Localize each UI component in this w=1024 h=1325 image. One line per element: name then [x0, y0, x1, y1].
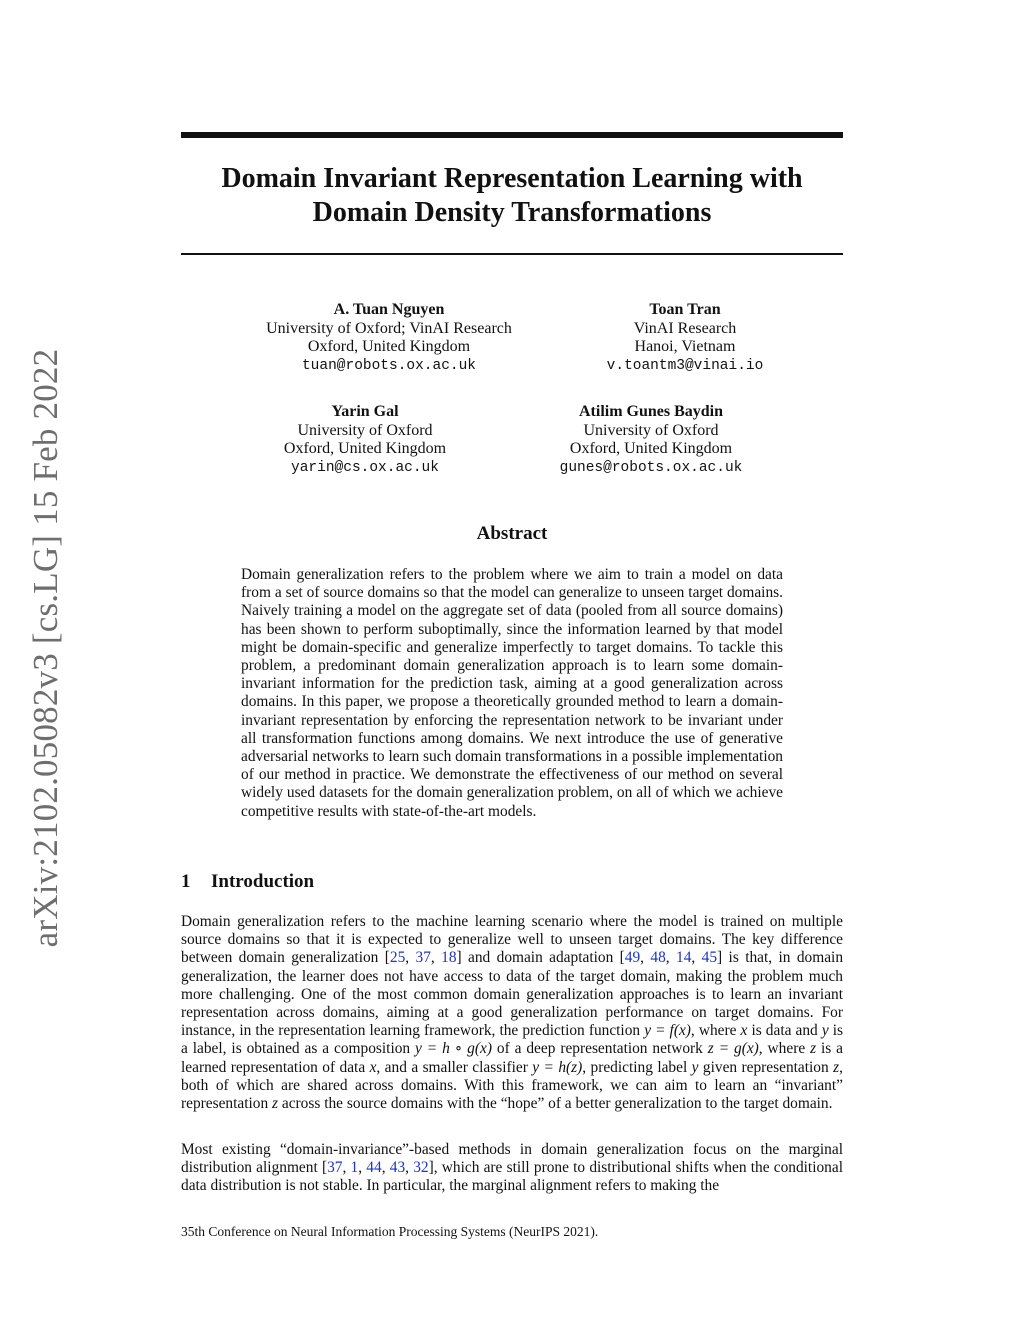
text-run: ] is that, in domain generalization, the learner does not have access to data of the target domain, making the problem much more challenging. One of the most common domain generalization approaches is to learn an invariant representation across domains, aiming at a good generalization performance on target domains. For instance, in the representation learning framework, the prediction function: [181, 949, 844, 1040]
intro-paragraph-1: Domain generalization refers to the machine learning scenario where the model is trained on multiple source domains so that it is expected to generalize well to unseen target domains. The key difference between domain generalization [25, 37, 18] and domain adaptation [49, 48, 14, 45] is that, in domain generalization, the learner does not have access to data of the target domain, making the problem much more challenging. One of the most common domain generalization approaches is to learn an invariant representation across domains, aiming at a good generalization performance on target domains. For instance, in the representation learning framework, the prediction function y = f(x), where x is data and y is a label, is obtained as a composition y = h ∘ g(x) of a deep representation network z = g(x), where z is a learned representation of data x, and a smaller classifier y = h(z), predicting label y given representation z, both of which are shared across domains. With this framework, we can aim to learn an “invariant” representation z across the source domains with the “hope” of a better generalization to the target domain.: [181, 913, 844, 1113]
text-run: , where: [758, 1040, 811, 1058]
author-location: Oxford, United Kingdom: [283, 440, 447, 457]
section-title: Introduction: [211, 871, 315, 892]
author-email[interactable]: yarin@cs.ox.ac.uk: [291, 459, 439, 476]
text-run: ], which are still prone to distributional shifts when the conditional data distribution is not stable. In particular, the marginal alignment refers to making the: [181, 1159, 843, 1195]
math-expression: z: [833, 1058, 840, 1076]
author-block-2: [525, 301, 845, 375]
author-email[interactable]: tuan@robots.ox.ac.uk: [301, 357, 477, 374]
math-expression: z = g(x): [707, 1040, 759, 1058]
text-run: given representation: [698, 1058, 834, 1076]
text-run: is a learned representation of data: [181, 1040, 844, 1076]
text-run: ] and domain adaptation [: [456, 949, 625, 967]
text-run: is a label, is obtained as a composition: [181, 1022, 843, 1058]
title-top-rule: [181, 132, 843, 138]
author-name: Toan Tran: [649, 301, 721, 318]
arxiv-identifier: arXiv:2102.05082v3 [cs.LG] 15 Feb 2022: [26, 348, 65, 948]
citation-link[interactable]: 43: [389, 1159, 406, 1177]
text-run: , both of which are shared across domains. With this framework, we can aim to learn an “invariant” representation: [181, 1058, 843, 1113]
citation-link[interactable]: 48: [650, 949, 666, 967]
author-email[interactable]: v.toantm3@vinai.io: [606, 357, 764, 374]
text-run: is data and: [747, 1022, 822, 1040]
citation-link[interactable]: 18: [441, 949, 457, 967]
author-email[interactable]: gunes@robots.ox.ac.uk: [559, 459, 743, 476]
author-name: Atilim Gunes Baydin: [578, 403, 724, 420]
author-location: Oxford, United Kingdom: [569, 440, 733, 457]
citation-link[interactable]: 45: [701, 949, 718, 967]
text-run: , and a smaller classifier: [376, 1058, 533, 1076]
section-number: 1: [181, 871, 191, 892]
text-run: across the source domains with the “hope” of a better generalization to the target domain.: [278, 1095, 833, 1113]
author-location: Hanoi, Vietnam: [634, 338, 736, 355]
title-bottom-rule: [181, 253, 843, 255]
author-affiliation: University of Oxford; VinAI Research: [266, 319, 512, 337]
author-name: Yarin Gal: [331, 403, 399, 420]
conference-footnote: 35th Conference on Neural Information Processing Systems (NeurIPS 2021).: [181, 1224, 599, 1239]
text-run: of a deep representation network: [491, 1040, 708, 1058]
author-affiliation: University of Oxford: [297, 421, 433, 439]
math-expression: z: [272, 1095, 279, 1113]
citation-link[interactable]: 37: [327, 1159, 343, 1177]
math-expression: z: [810, 1040, 817, 1058]
math-expression: y = h ∘ g(x): [415, 1040, 492, 1058]
math-expression: x: [740, 1022, 748, 1040]
section-heading: [181, 871, 314, 893]
citation-link[interactable]: 1: [350, 1159, 359, 1177]
abstract-text: Domain generalization refers to the problem where we aim to train a model on data from a set of source domains so that the model can generalize to unseen target domains. Naively training a model on the aggregate set of data (pooled from all source domains) has been shown to perform suboptimally, since the information learned by that model might be domain-specific and generalize imperfectly to target domains. To tackle this problem, a predominant domain generalization approach is to learn some domain-invariant information for the prediction task, aiming at a good generalization across domains. In this paper, we propose a theoretically grounded method to learn a domain-invariant representation by enforcing the representation network to be invariant under all transformation functions among domains. We next introduce the use of generative adversarial networks to learn such domain transformations in a possible implementation of our method in practice. We demonstrate the effectiveness of our method on several widely used datasets for the domain generalization problem, on all of which we achieve competitive results with state-of-the-art models.: [241, 566, 783, 820]
citation-link[interactable]: 49: [624, 949, 641, 967]
author-block-4: [491, 403, 811, 477]
author-location: Oxford, United Kingdom: [307, 338, 471, 355]
text-run: , predicting label: [582, 1058, 692, 1076]
math-expression: y: [691, 1058, 699, 1076]
text-run: Domain generalization refers to the machine learning scenario where the model is trained on multiple source domains so that it is expected to generalize well to unseen target domains. The key difference between domain generalization [: [181, 913, 843, 967]
citation-link[interactable]: 32: [413, 1159, 429, 1177]
math-expression: y: [821, 1022, 829, 1040]
text-run: , where: [690, 1022, 741, 1040]
citation-link[interactable]: 25: [389, 949, 406, 967]
math-expression: y = h(z): [532, 1058, 583, 1076]
author-block-1: [229, 301, 549, 375]
author-name: A. Tuan Nguyen: [333, 301, 445, 318]
citation-link[interactable]: 37: [415, 949, 431, 967]
citation-link[interactable]: 14: [676, 949, 692, 967]
text-run: Most existing “domain-invariance”-based methods in domain generalization focus on the marginal distribution alignment [: [181, 1141, 843, 1177]
intro-paragraph-2: Most existing “domain-invariance”-based methods in domain generalization focus on the marginal distribution alignment [37, 1, 44, 43, 32], which are still prone to distributional shifts when the conditional data distribution is not stable. In particular, the marginal alignment refers to making the: [181, 1141, 843, 1195]
abstract-heading: Abstract: [476, 523, 548, 544]
author-affiliation: VinAI Research: [633, 319, 737, 337]
math-expression: y = f(x): [644, 1022, 691, 1040]
math-expression: x: [369, 1058, 377, 1076]
author-block-3: [205, 403, 525, 477]
paper-title: Domain Invariant Representation Learning with Domain Density Transformations: [221, 163, 803, 228]
citation-link[interactable]: 44: [366, 1159, 382, 1177]
author-affiliation: University of Oxford: [583, 421, 719, 439]
